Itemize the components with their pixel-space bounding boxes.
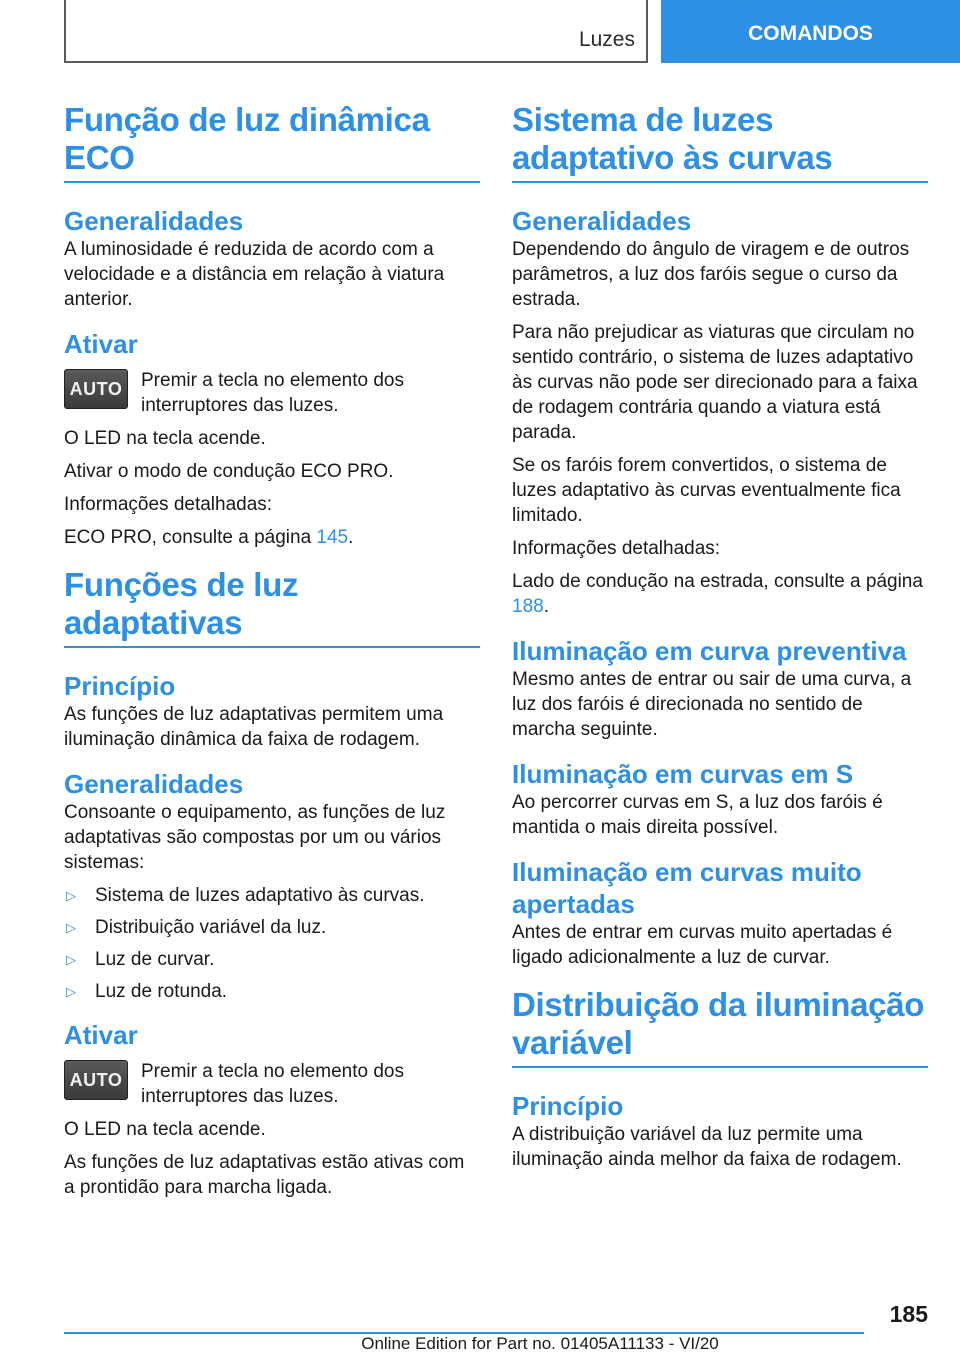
- list-item: [64, 979, 480, 1004]
- curve-general-heading: Generalidades: [512, 206, 692, 236]
- auto-key-icon: AUTO: [64, 369, 128, 409]
- s-curve-text: Ao percorrer curvas em S, a luz dos faróis é mantida o mais direita possível.: [512, 792, 883, 838]
- s-curve-heading: Iluminação em curvas em S: [512, 759, 854, 789]
- triangle-bullet-icon: ▷: [66, 888, 76, 903]
- triangle-bullet-icon: ▷: [66, 952, 76, 967]
- triangle-bullet-icon: ▷: [66, 920, 76, 935]
- adaptive-activate-heading: Ativar: [64, 1020, 138, 1050]
- adaptive-ready-text: As funções de luz adaptativas estão ativas com a prontidão para marcha ligada.: [64, 1152, 465, 1198]
- eco-activate-row: [64, 368, 480, 418]
- curve-p1: Dependendo do ângulo de viragem e de outros parâmetros, a luz dos faróis segue o curso da estrada.: [512, 239, 910, 310]
- eco-ref-text: ECO PRO, consulte a página: [64, 527, 317, 548]
- list-item: [64, 883, 480, 908]
- eco-title: Função de luz dinâmica ECO: [64, 101, 480, 183]
- adaptive-general-heading: Generalidades: [64, 769, 244, 799]
- eco-activate-heading: Ativar: [64, 329, 138, 359]
- right-column: [512, 101, 928, 1172]
- preventive-text: Mesmo antes de entrar ou sair de uma curva, a luz dos faróis é direcionada no sentido de marcha seguinte.: [512, 669, 912, 740]
- tight-curve-text: Antes de entrar em curvas muito apertadas é ligado adicionalmente a luz de curvar.: [512, 922, 893, 968]
- auto-key-icon: AUTO: [64, 1060, 128, 1100]
- curve-ref-text: Lado de condução na estrada, consulte a página: [512, 571, 923, 592]
- adaptive-led-text: O LED na tecla acende.: [64, 1119, 266, 1140]
- list-item-text: Luz de curvar.: [95, 949, 215, 970]
- eco-general-heading: Generalidades: [64, 206, 244, 236]
- adaptive-activate-text: Premir a tecla no elemento dos interruptores das luzes.: [141, 1061, 404, 1107]
- eco-activate-text: Premir a tecla no elemento dos interruptores das luzes.: [141, 370, 404, 416]
- distribution-principle-heading: Princípio: [512, 1091, 624, 1121]
- triangle-bullet-icon: ▷: [66, 984, 76, 999]
- eco-ref-suffix: .: [348, 527, 354, 548]
- page-number: 185: [889, 1301, 928, 1327]
- curve-ref-suffix: .: [543, 596, 549, 617]
- list-item: [64, 947, 480, 972]
- distribution-principle-text: A distribuição variável da luz permite uma iluminação ainda melhor da faixa de rodagem.: [512, 1124, 902, 1170]
- eco-info-text: Informações detalhadas:: [64, 494, 273, 515]
- preventive-heading: Iluminação em curva preventiva: [512, 636, 907, 666]
- eco-reference: [64, 525, 480, 550]
- adaptive-general-text: Consoante o equipamento, as funções de luz adaptativas são compostas por um ou vários sistemas:: [64, 802, 446, 873]
- left-column: [64, 101, 480, 1200]
- curve-title: Sistema de luzes adaptativo às curvas: [512, 101, 928, 183]
- curve-page-link[interactable]: 188: [512, 596, 544, 617]
- list-item: [64, 915, 480, 940]
- eco-mode-text: Ativar o modo de condução ECO PRO.: [64, 461, 394, 482]
- curve-info: Informações detalhadas:: [512, 538, 721, 559]
- list-item-text: Sistema de luzes adaptativo às curvas.: [95, 885, 425, 906]
- adaptive-systems-list: [64, 883, 480, 1004]
- header-chapter-tab: COMANDOS: [661, 0, 960, 63]
- distribution-title: Distribuição da iluminação variável: [512, 986, 928, 1068]
- adaptive-activate-row: [64, 1059, 480, 1109]
- header-frame: [64, 0, 648, 63]
- header-section-title: Luzes: [578, 28, 635, 51]
- eco-general-text: A luminosidade é reduzida de acordo com a velocidade e a distância em relação à viatura anterior.: [64, 239, 445, 310]
- list-item-text: Luz de rotunda.: [95, 981, 228, 1002]
- principle-text: As funções de luz adaptativas permitem uma iluminação dinâmica da faixa de rodagem.: [64, 704, 444, 750]
- footer-edition: Online Edition for Part no. 01405A11133 - VI/20: [361, 1334, 719, 1353]
- eco-led-text: O LED na tecla acende.: [64, 428, 266, 449]
- curve-reference: [512, 569, 928, 619]
- tight-curve-heading: Iluminação em curvas muito apertadas: [512, 857, 862, 919]
- curve-p2: Para não prejudicar as viaturas que circulam no sentido contrário, o sistema de luzes adaptativo às curvas não pode ser direcionado para a faixa de rodagem contrária quando a viatura está parada.: [512, 322, 918, 443]
- adaptive-title: Funções de luz adaptativas: [64, 566, 480, 648]
- principle-heading: Princípio: [64, 671, 176, 701]
- list-item-text: Distribuição variável da luz.: [95, 917, 327, 938]
- eco-page-link[interactable]: 145: [316, 527, 349, 548]
- curve-p3: Se os faróis forem convertidos, o sistema de luzes adaptativo às curvas eventualmente fica limitado.: [512, 455, 901, 526]
